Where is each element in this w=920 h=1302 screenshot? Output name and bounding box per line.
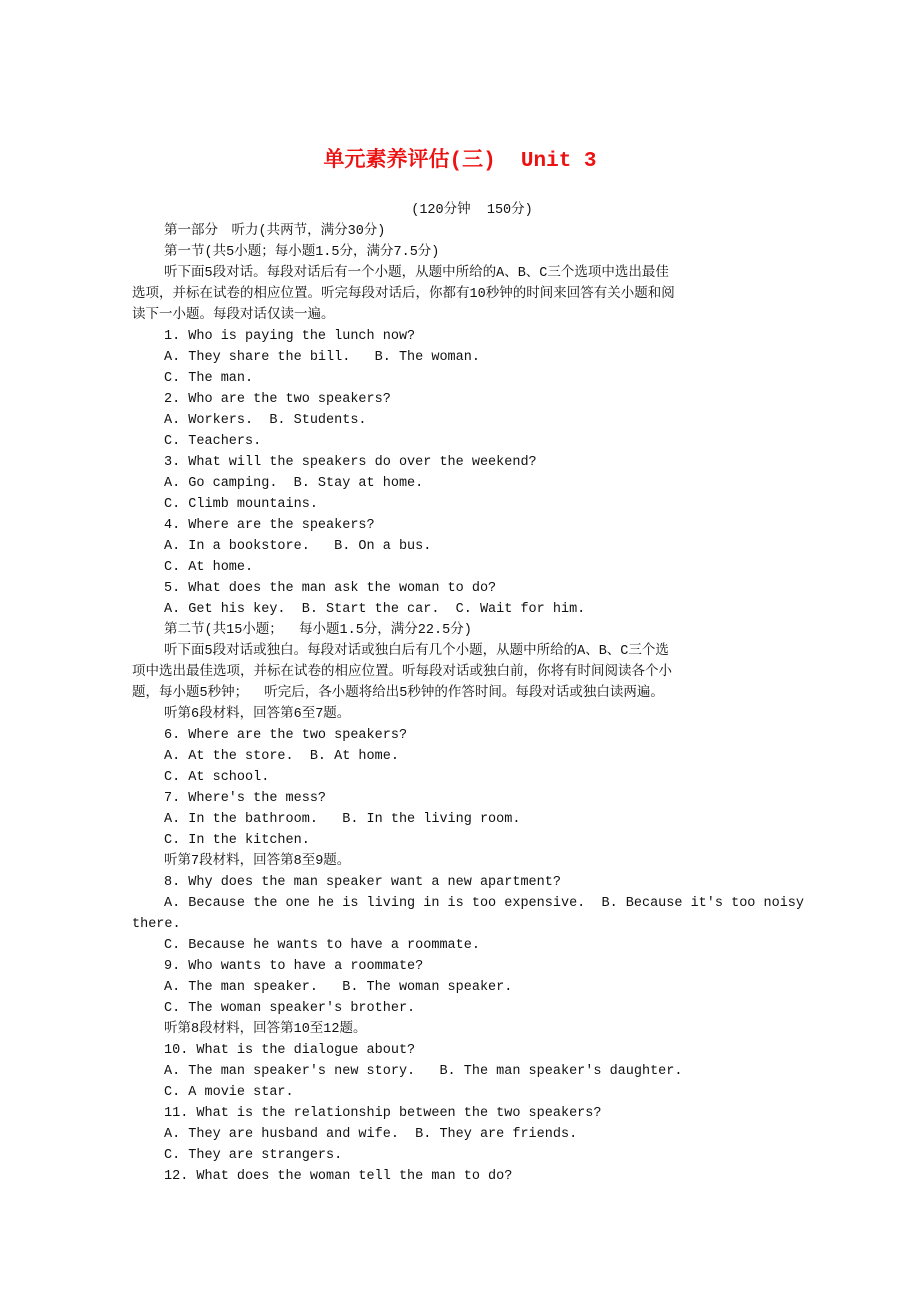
text-line: A. In the bathroom. B. In the living room.: [164, 812, 521, 827]
text-line: A. Get his key. B. Start the car. C. Wait for him.: [164, 602, 586, 617]
text-line: C. The woman speaker's brother.: [164, 1001, 416, 1016]
text-line: 选项，并标在试卷的相应位置。听完每段对话后，你都有10秒钟的时间来回答有关小题和阅: [132, 287, 675, 302]
text-line: C. Teachers.: [164, 434, 262, 449]
text-line: 听下面5段对话。每段对话后有一个小题，从题中所给的A、B、C三个选项中选出最佳: [164, 266, 669, 281]
text-line: 4. Where are the speakers?: [164, 518, 375, 533]
text-line: there.: [132, 917, 181, 932]
text-line: C. In the kitchen.: [164, 833, 310, 848]
text-line: 7. Where's the mess?: [164, 791, 327, 806]
text-line: 听下面5段对话或独白。每段对话或独白后有几个小题，从题中所给的A、B、C三个选: [164, 644, 669, 659]
text-line: A. The man speaker. B. The woman speaker.: [164, 980, 513, 995]
text-line: A. They share the bill. B. The woman.: [164, 350, 480, 365]
text-line: 听第6段材料，回答第6至7题。: [164, 707, 351, 722]
text-line: 6. Where are the two speakers?: [164, 728, 408, 743]
text-line: 3. What will the speakers do over the weekend?: [164, 455, 537, 470]
text-line: 1. Who is paying the lunch now?: [164, 329, 416, 344]
text-line: 12. What does the woman tell the man to do?: [164, 1169, 513, 1184]
text-line: A. Workers. B. Students.: [164, 413, 367, 428]
document-body: [132, 200, 812, 1187]
text-line: A. Because the one he is living in is too expensive. B. Because it's too noisy: [164, 896, 805, 911]
text-line: A. They are husband and wife. B. They are friends.: [164, 1127, 578, 1142]
text-line: 第二节(共15小题； 每小题1.5分，满分22.5分): [164, 623, 472, 638]
text-line: 题，每小题5秒钟； 听完后，各小题将给出5秒钟的作答时间。每段对话或独白读两遍。: [132, 686, 664, 701]
text-line: C. A movie star.: [164, 1085, 294, 1100]
text-line: C. Because he wants to have a roommate.: [164, 938, 480, 953]
text-line: C. At school.: [164, 770, 270, 785]
text-line: A. Go camping. B. Stay at home.: [164, 476, 424, 491]
text-line: C. Climb mountains.: [164, 497, 318, 512]
text-line: C. They are strangers.: [164, 1148, 343, 1163]
text-line: 5. What does the man ask the woman to do?: [164, 581, 497, 596]
text-line: A. At the store. B. At home.: [164, 749, 399, 764]
text-line: C. The man.: [164, 371, 254, 386]
text-line: 听第7段材料，回答第8至9题。: [164, 854, 351, 869]
text-line: A. The man speaker's new story. B. The man speaker's daughter.: [164, 1064, 683, 1079]
text-line: 10. What is the dialogue about?: [164, 1043, 416, 1058]
text-line: 读下一小题。每段对话仅读一遍。: [132, 308, 335, 323]
text-line: 项中选出最佳选项，并标在试卷的相应位置。听每段对话或独白前，你将有时间阅读各个小: [132, 665, 672, 680]
text-line: 2. Who are the two speakers?: [164, 392, 391, 407]
text-line: (120分钟 150分): [411, 203, 533, 218]
text-line: 8. Why does the man speaker want a new apartment?: [164, 875, 561, 890]
text-line: 第一节(共5小题；每小题1.5分，满分7.5分): [164, 245, 440, 260]
text-line: 9. Who wants to have a roommate?: [164, 959, 424, 974]
text-line: 11. What is the relationship between the two speakers?: [164, 1106, 602, 1121]
text-line: C. At home.: [164, 560, 254, 575]
text-line: 听第8段材料，回答第10至12题。: [164, 1022, 367, 1037]
text-line: 第一部分 听力(共两节，满分30分): [164, 224, 386, 239]
text-line: A. In a bookstore. B. On a bus.: [164, 539, 432, 554]
document-title: 单元素养评估(三) Unit 3: [323, 150, 597, 173]
